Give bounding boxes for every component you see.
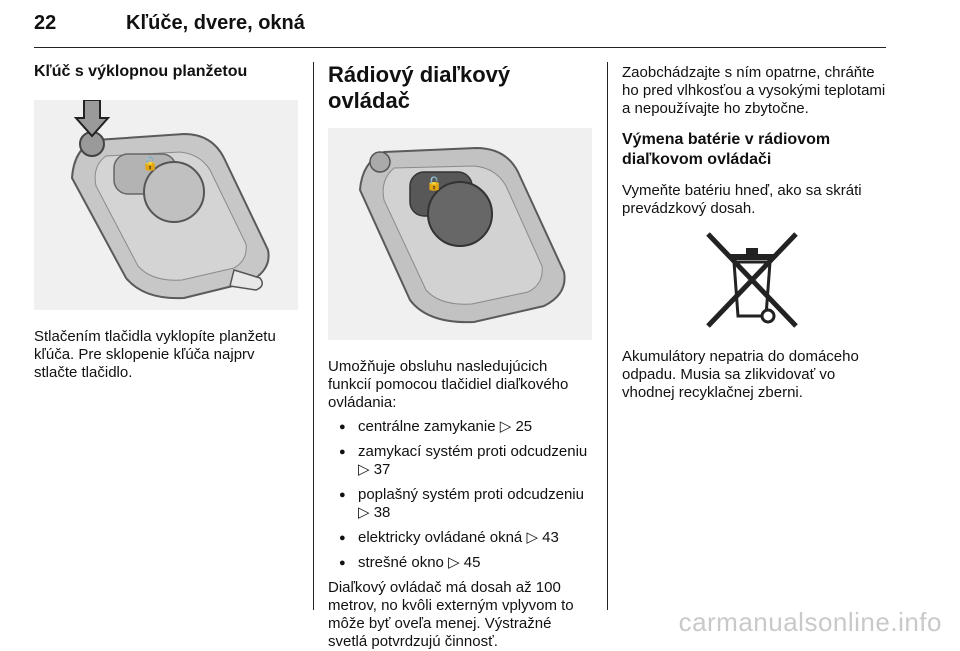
list-item: ● zamykací systém proti odcudzeniu ▷ 37 (328, 443, 592, 479)
page-header (34, 8, 886, 48)
flip-key-image (34, 100, 298, 310)
section-heading-flip-key: Kľúč s výklopnou planžetou (34, 63, 248, 80)
page-ref-link[interactable]: 25 (515, 418, 533, 435)
svg-text:🔓: 🔓 (426, 177, 443, 192)
list-item: ● centrálne zamykanie ▷ 25 (328, 418, 592, 436)
crossed-bin-icon (622, 230, 886, 330)
ref-arrow-icon: ▷ (448, 554, 460, 571)
page-ref-link[interactable]: 38 (373, 504, 391, 521)
page-ref-link[interactable]: 45 (463, 554, 481, 571)
column-divider-1 (313, 62, 314, 610)
page-ref-link[interactable]: 43 (542, 529, 559, 546)
care-paragraph: Zaobchádzajte s ním opatrne, chráňte ho pred vlhkosťou a vysokými teplotami a nepoužívajte ho zbytočne. (622, 64, 886, 117)
remote-control-illustration (328, 128, 592, 340)
ref-arrow-icon: ▷ (526, 529, 538, 546)
ref-arrow-icon: ▷ (499, 418, 512, 435)
remote-intro: Umožňuje obsluhu nasledujúcich funkcií pomocou tlačidiel diaľkového ovládania: (328, 358, 569, 411)
section-heading-battery: Výmena batérie v rádiovom diaľkovom ovládači (622, 131, 831, 168)
column-2 (328, 62, 592, 651)
watermark: carmanualsonline.info (678, 607, 942, 637)
page-number: 22 (34, 12, 57, 34)
svg-text:🔓: 🔓 (142, 157, 159, 172)
flip-key-paragraph: Stlačením tlačidla vyklopíte planžetu kľúča. Pre sklopenie kľúča najprv stlačte tlačidlo. (34, 328, 276, 381)
list-item: ● poplašný systém proti odcudzeniu ▷ 38 (328, 486, 592, 522)
flip-key-illustration (34, 100, 298, 310)
section-heading-remote: Rádiový diaľkový ovládač (328, 62, 511, 113)
column-divider-2 (607, 62, 608, 610)
ref-arrow-icon: ▷ (358, 504, 370, 521)
remote-function-list (328, 418, 592, 572)
column-1 (34, 62, 298, 382)
ref-arrow-icon: ▷ (358, 461, 370, 478)
disposal-paragraph: Akumulátory nepatria do domáceho odpadu. Musia sa zlikvidovať vo vhodnej recyklačnej zberni. (622, 348, 859, 401)
header-rule (34, 47, 886, 48)
remote-control-image (328, 128, 592, 340)
list-item: ● elektricky ovládané okná ▷ 43 (328, 529, 592, 547)
remote-closing: Diaľkový ovládač má dosah až 100 metrov, no kvôli externým vplyvom to môže byť oveľa menej. Výstražné svetlá potvrdzujú činnosť. (328, 579, 574, 650)
page-ref-link[interactable]: 37 (373, 461, 391, 478)
chapter-title: Kľúče, dvere, okná (126, 12, 305, 34)
battery-paragraph: Vymeňte batériu hneď, ako sa skráti prevádzkový dosah. (622, 182, 862, 217)
column-3 (622, 62, 886, 402)
list-item: ● strešné okno ▷ 45 (328, 554, 592, 572)
